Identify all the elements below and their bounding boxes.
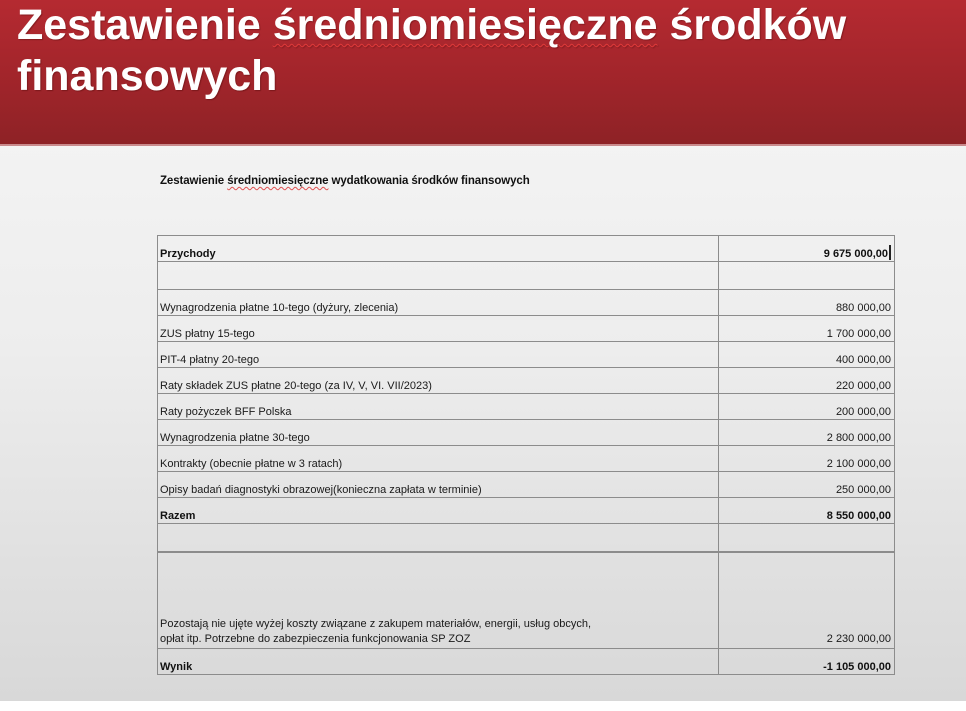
item-value[interactable]: 250 000,00: [719, 472, 895, 498]
revenue-value: 9 675 000,00: [823, 248, 888, 260]
table-row-item: [158, 446, 895, 472]
total-label[interactable]: Razem: [158, 498, 719, 524]
table-row-empty: [158, 262, 895, 290]
table-row-item: [158, 290, 895, 316]
item-value[interactable]: 400 000,00: [719, 342, 895, 368]
item-label[interactable]: Opisy badań diagnostyki obrazowej(konieczna zapłata w terminie): [158, 472, 719, 498]
table-row-remaining-costs: [158, 552, 895, 649]
financial-summary-table: [157, 235, 895, 675]
empty-cell[interactable]: [719, 262, 895, 290]
item-value[interactable]: 1 700 000,00: [719, 316, 895, 342]
slide-title[interactable]: [17, 0, 947, 102]
total-value[interactable]: 8 550 000,00: [719, 498, 895, 524]
result-label[interactable]: Wynik: [158, 649, 719, 675]
item-label[interactable]: Wynagrodzenia płatne 30-tego: [158, 420, 719, 446]
table-row-item: [158, 472, 895, 498]
remaining-costs-line2: opłat itp. Potrzebne do zabezpieczenia funkcjonowania SP ZOZ: [160, 633, 471, 645]
remaining-costs-label[interactable]: [158, 552, 719, 649]
remaining-costs-line1: Pozostają nie ujęte wyżej koszty związane z zakupem materiałów, energii, usług obcych,: [160, 618, 592, 630]
item-label[interactable]: Raty pożyczek BFF Polska: [158, 394, 719, 420]
table-row-item: [158, 316, 895, 342]
item-value[interactable]: 2 800 000,00: [719, 420, 895, 446]
empty-cell[interactable]: [158, 524, 719, 552]
item-value[interactable]: 880 000,00: [719, 290, 895, 316]
title-line1-pre: Zestawienie: [17, 1, 273, 49]
caption-post: wydatkowania środków finansowych: [328, 175, 530, 187]
caption-spellcheck-word[interactable]: średniomiesięczne: [227, 175, 329, 187]
table-row-total: [158, 498, 895, 524]
title-line1-post: środków: [657, 1, 847, 49]
title-spellcheck-word[interactable]: średniomiesięczne: [272, 1, 658, 49]
empty-cell[interactable]: [158, 262, 719, 290]
result-value[interactable]: -1 105 000,00: [719, 649, 895, 675]
caption-pre: Zestawienie: [160, 175, 228, 187]
item-label[interactable]: Raty składek ZUS płatne 20-tego (za IV, V, VI. VII/2023): [158, 368, 719, 394]
table-caption: [160, 175, 530, 187]
item-label[interactable]: ZUS płatny 15-tego: [158, 316, 719, 342]
slide-header: [0, 0, 966, 146]
text-cursor: [889, 245, 891, 260]
item-value[interactable]: 200 000,00: [719, 394, 895, 420]
title-line2: finansowych: [17, 52, 278, 100]
table-row-empty: [158, 524, 895, 552]
table-row-revenue: [158, 236, 895, 262]
table-row-item: [158, 420, 895, 446]
item-label[interactable]: Wynagrodzenia płatne 10-tego (dyżury, zlecenia): [158, 290, 719, 316]
item-value[interactable]: 220 000,00: [719, 368, 895, 394]
revenue-label[interactable]: Przychody: [158, 236, 719, 262]
table-row-item: [158, 368, 895, 394]
table-row-result: [158, 649, 895, 675]
table-row-item: [158, 342, 895, 368]
item-label[interactable]: Kontrakty (obecnie płatne w 3 ratach): [158, 446, 719, 472]
empty-cell[interactable]: [719, 524, 895, 552]
remaining-costs-value[interactable]: 2 230 000,00: [719, 552, 895, 649]
table-row-item: [158, 394, 895, 420]
item-value[interactable]: 2 100 000,00: [719, 446, 895, 472]
revenue-value-cell[interactable]: [719, 236, 895, 262]
item-label[interactable]: PIT-4 płatny 20-tego: [158, 342, 719, 368]
